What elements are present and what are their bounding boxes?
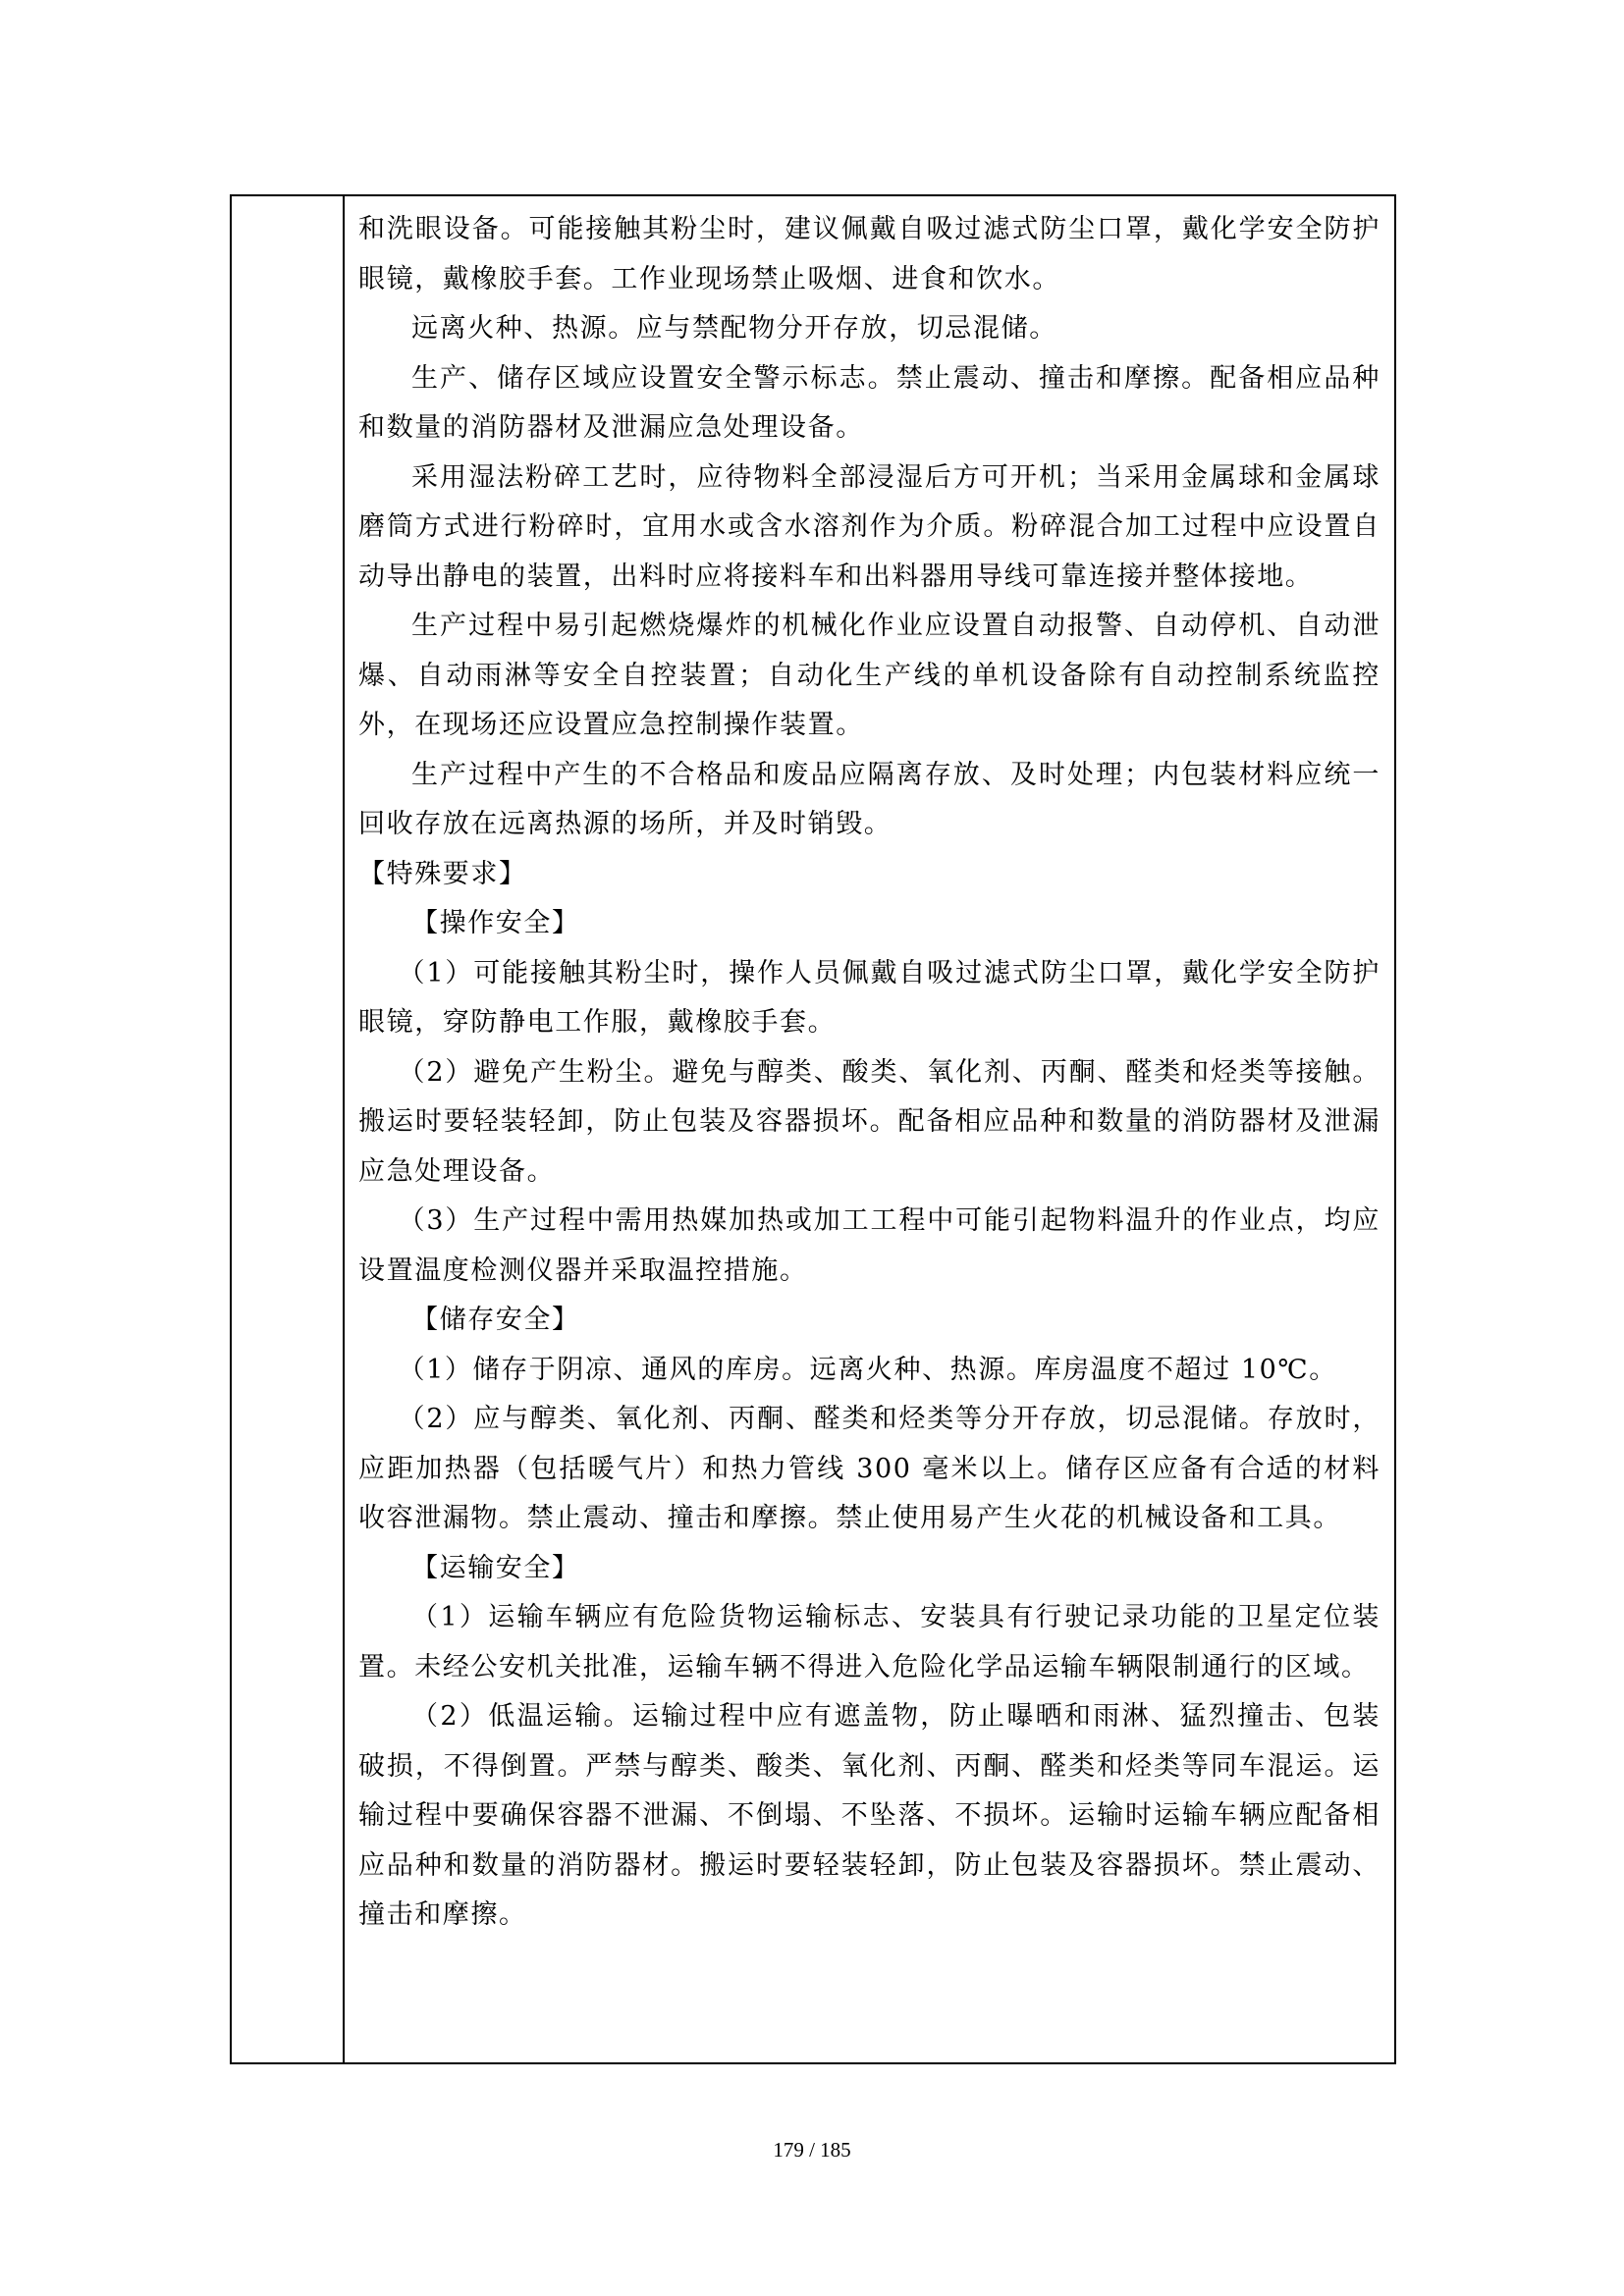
heading-special-requirements: 【特殊要求】 — [358, 858, 527, 889]
paragraph-transport-1: （1）运输车辆应有危险货物运输标志、安装具有行驶记录功能的卫星定位装置。未经公安机关批准，运输车辆不得进入危险化学品运输车辆限制通行的区域。 — [358, 1602, 1380, 1682]
paragraph-storage-1: （1）储存于阴凉、通风的库房。远离火种、热源。库房温度不超过 10℃。 — [398, 1354, 1337, 1385]
table-label-column — [232, 196, 345, 2062]
table-content-cell — [345, 196, 1394, 2062]
paragraph-auto-control: 生产过程中易引起燃烧爆炸的机械化作业应设置自动报警、自动停机、自动泄爆、自动雨淋等安全自控装置；自动化生产线的单机设备除有自动控制系统监控外，在现场还应设置应急控制操作装置。 — [358, 611, 1380, 740]
paragraph-eyewash: 和洗眼设备。可能接触其粉尘时，建议佩戴自吸过滤式防尘口罩，戴化学安全防护眼镜，戴橡胶手套。工作业现场禁止吸烟、进食和饮水。 — [358, 214, 1380, 294]
paragraph-wet-grinding: 采用湿法粉碎工艺时，应待物料全部浸湿后方可开机；当采用金属球和金属球磨筒方式进行粉碎时，宜用水或含水溶剂作为介质。粉碎混合加工过程中应设置自动导出静电的装置，出料时应将接料车和出料器用导线可靠连接并整体接地。 — [358, 461, 1380, 592]
content-table — [230, 194, 1396, 2064]
paragraph-operation-2: （2）避免产生粉尘。避免与醇类、酸类、氧化剂、丙酮、醛类和烃类等接触。搬运时要轻装轻卸，防止包装及容器损坏。配备相应品种和数量的消防器材及泄漏应急处理设备。 — [358, 1056, 1380, 1187]
paragraph-storage-2: （2）应与醇类、氧化剂、丙酮、醛类和烃类等分开存放，切忌混储。存放时，应距加热器（包括暖气片）和热力管线 300 毫米以上。储存区应备有合适的材料收容泄漏物。禁止震动、撞击和摩擦。禁止使用易产生火花的机械设备和工具。 — [358, 1404, 1380, 1533]
paragraph-warning-signs: 生产、储存区域应设置安全警示标志。禁止震动、撞击和摩擦。配备相应品种和数量的消防器材及泄漏应急处理设备。 — [358, 362, 1380, 443]
paragraph-operation-3: （3）生产过程中需用热媒加热或加工工程中可能引起物料温升的作业点，均应设置温度检测仪器并采取温控措施。 — [358, 1205, 1380, 1286]
paragraph-waste-handling: 生产过程中产生的不合格品和废品应隔离存放、及时处理；内包装材料应统一回收存放在远离热源的场所，并及时销毁。 — [358, 759, 1380, 839]
heading-operation-safety: 【操作安全】 — [411, 908, 580, 938]
heading-storage-safety: 【储存安全】 — [411, 1305, 580, 1335]
paragraph-operation-1: （1）可能接触其粉尘时，操作人员佩戴自吸过滤式防尘口罩，戴化学安全防护眼镜，穿防静电工作服，戴橡胶手套。 — [358, 957, 1380, 1038]
heading-transport-safety: 【运输安全】 — [411, 1552, 580, 1583]
page-number: 179 / 185 — [773, 2138, 851, 2162]
paragraph-transport-2: （2）低温运输。运输过程中应有遮盖物，防止曝晒和雨淋、猛烈撞击、包装破损，不得倒置。严禁与醇类、酸类、氧化剂、丙酮、醛类和烃类等同车混运。运输过程中要确保容器不泄漏、不倒塌、不坠落、不损坏。运输时运输车辆应配备相应品种和数量的消防器材。搬运时要轻装轻卸，防止包装及容器损坏。禁止震动、撞击和摩擦。 — [358, 1701, 1380, 1930]
paragraph-fire-source: 远离火种、热源。应与禁配物分开存放，切忌混储。 — [411, 313, 1057, 344]
